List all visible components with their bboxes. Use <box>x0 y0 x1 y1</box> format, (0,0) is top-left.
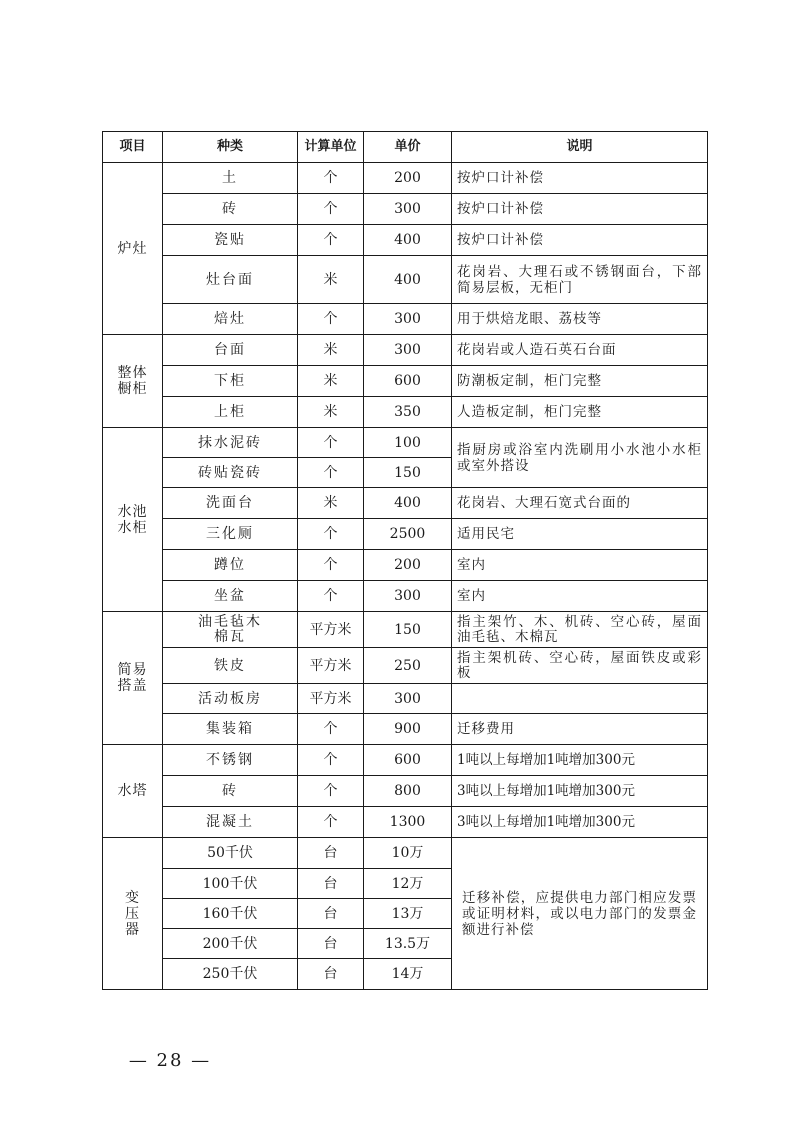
unit-cell: 个 <box>298 745 364 776</box>
note-cell: 用于烘焙龙眼、荔枝等 <box>452 304 708 335</box>
unit-cell: 台 <box>298 838 364 869</box>
price-cell: 300 <box>364 335 452 366</box>
unit-cell: 个 <box>298 194 364 225</box>
unit-cell: 个 <box>298 163 364 194</box>
unit-cell: 个 <box>298 776 364 807</box>
type-cell: 160千伏 <box>163 899 298 929</box>
table-row <box>103 807 708 838</box>
table-row <box>103 428 708 458</box>
unit-cell: 台 <box>298 899 364 929</box>
table-row <box>103 550 708 581</box>
category-cell: 水池水柜 <box>103 428 163 612</box>
note-cell: 1吨以上每增加1吨增加300元 <box>452 745 708 776</box>
table-row <box>103 612 708 648</box>
unit-cell: 个 <box>298 581 364 612</box>
table-row <box>103 745 708 776</box>
table-row <box>103 488 708 519</box>
price-cell: 10万 <box>364 838 452 869</box>
unit-cell: 平方米 <box>298 612 364 648</box>
price-cell: 300 <box>364 194 452 225</box>
price-cell: 100 <box>364 428 452 458</box>
type-cell: 蹲位 <box>163 550 298 581</box>
note-cell <box>452 684 708 714</box>
category-cell: 变压器 <box>103 838 163 990</box>
type-cell: 抹水泥砖 <box>163 428 298 458</box>
unit-cell: 个 <box>298 225 364 256</box>
compensation-table <box>102 131 708 990</box>
price-cell: 14万 <box>364 959 452 990</box>
price-cell: 150 <box>364 612 452 648</box>
price-cell: 200 <box>364 550 452 581</box>
note-cell: 人造板定制，柜门完整 <box>452 397 708 428</box>
price-cell: 350 <box>364 397 452 428</box>
type-cell: 活动板房 <box>163 684 298 714</box>
note-cell: 防潮板定制，柜门完整 <box>452 366 708 397</box>
note-cell: 迁移费用 <box>452 714 708 745</box>
table-row <box>103 366 708 397</box>
table-row <box>103 581 708 612</box>
type-cell: 砖 <box>163 776 298 807</box>
type-cell: 50千伏 <box>163 838 298 869</box>
category-cell: 简易搭盖 <box>103 612 163 745</box>
price-cell: 800 <box>364 776 452 807</box>
category-cell: 水塔 <box>103 745 163 838</box>
table-row <box>103 714 708 745</box>
unit-cell: 个 <box>298 304 364 335</box>
price-cell: 250 <box>364 648 452 684</box>
unit-cell: 个 <box>298 458 364 488</box>
price-cell: 2500 <box>364 519 452 550</box>
unit-cell: 个 <box>298 807 364 838</box>
note-cell: 按炉口计补偿 <box>452 225 708 256</box>
price-cell: 400 <box>364 256 452 304</box>
type-cell: 洗面台 <box>163 488 298 519</box>
note-cell: 花岗岩、大理石宽式台面的 <box>452 488 708 519</box>
table-row <box>103 397 708 428</box>
unit-cell: 台 <box>298 869 364 899</box>
type-cell: 上柜 <box>163 397 298 428</box>
header-category: 项目 <box>103 132 163 163</box>
table-row <box>103 256 708 304</box>
note-cell: 花岗岩或人造石英石台面 <box>452 335 708 366</box>
price-cell: 600 <box>364 745 452 776</box>
type-cell: 三化厕 <box>163 519 298 550</box>
note-cell: 指主架竹、木、机砖、空心砖，屋面油毛毡、木棉瓦 <box>452 612 708 648</box>
note-cell: 3吨以上每增加1吨增加300元 <box>452 807 708 838</box>
note-cell: 按炉口计补偿 <box>452 163 708 194</box>
type-cell: 砖贴瓷砖 <box>163 458 298 488</box>
unit-cell: 米 <box>298 366 364 397</box>
type-cell: 油毛毡木棉瓦 <box>163 612 298 648</box>
type-cell: 砖 <box>163 194 298 225</box>
table-row <box>103 648 708 684</box>
table-row <box>103 194 708 225</box>
price-cell: 400 <box>364 488 452 519</box>
unit-cell: 台 <box>298 929 364 959</box>
unit-cell: 米 <box>298 488 364 519</box>
unit-cell: 个 <box>298 519 364 550</box>
table-row <box>103 225 708 256</box>
type-cell: 土 <box>163 163 298 194</box>
note-cell: 室内 <box>452 550 708 581</box>
price-cell: 13万 <box>364 899 452 929</box>
type-cell: 不锈钢 <box>163 745 298 776</box>
type-cell: 台面 <box>163 335 298 366</box>
unit-cell: 个 <box>298 428 364 458</box>
table-row <box>103 684 708 714</box>
header-row <box>103 132 708 163</box>
price-cell: 600 <box>364 366 452 397</box>
unit-cell: 米 <box>298 335 364 366</box>
type-cell: 焙灶 <box>163 304 298 335</box>
price-cell: 300 <box>364 304 452 335</box>
type-cell: 250千伏 <box>163 959 298 990</box>
price-cell: 900 <box>364 714 452 745</box>
header-unit: 计算单位 <box>298 132 364 163</box>
table-row <box>103 776 708 807</box>
unit-cell: 台 <box>298 959 364 990</box>
category-cell: 炉灶 <box>103 163 163 335</box>
price-cell: 300 <box>364 684 452 714</box>
type-cell: 坐盆 <box>163 581 298 612</box>
header-price: 单价 <box>364 132 452 163</box>
table-row <box>103 304 708 335</box>
category-cell: 整体橱柜 <box>103 335 163 428</box>
unit-cell: 米 <box>298 256 364 304</box>
type-cell: 灶台面 <box>163 256 298 304</box>
price-cell: 1300 <box>364 807 452 838</box>
note-cell: 适用民宅 <box>452 519 708 550</box>
table-row <box>103 335 708 366</box>
unit-cell: 平方米 <box>298 684 364 714</box>
unit-cell: 个 <box>298 714 364 745</box>
unit-cell: 平方米 <box>298 648 364 684</box>
price-cell: 13.5万 <box>364 929 452 959</box>
table-row <box>103 163 708 194</box>
note-cell: 室内 <box>452 581 708 612</box>
note-cell: 迁移补偿，应提供电力部门相应发票或证明材料，或以电力部门的发票金额进行补偿 <box>452 838 708 990</box>
type-cell: 铁皮 <box>163 648 298 684</box>
price-cell: 300 <box>364 581 452 612</box>
type-cell: 瓷贴 <box>163 225 298 256</box>
type-cell: 200千伏 <box>163 929 298 959</box>
note-cell: 3吨以上每增加1吨增加300元 <box>452 776 708 807</box>
page-number: — 28 — <box>128 1050 212 1071</box>
header-type: 种类 <box>163 132 298 163</box>
note-cell: 指主架机砖、空心砖，屋面铁皮或彩板 <box>452 648 708 684</box>
table-row <box>103 838 708 869</box>
unit-cell: 米 <box>298 397 364 428</box>
type-cell: 下柜 <box>163 366 298 397</box>
price-cell: 12万 <box>364 869 452 899</box>
type-cell: 100千伏 <box>163 869 298 899</box>
type-cell: 混凝土 <box>163 807 298 838</box>
note-cell: 指厨房或浴室内洗刷用小水池小水柜或室外搭设 <box>452 428 708 488</box>
price-cell: 200 <box>364 163 452 194</box>
table-row <box>103 519 708 550</box>
header-note: 说明 <box>452 132 708 163</box>
price-cell: 150 <box>364 458 452 488</box>
note-cell: 花岗岩、大理石或不锈钢面台，下部简易层板，无柜门 <box>452 256 708 304</box>
type-cell: 集装箱 <box>163 714 298 745</box>
unit-cell: 个 <box>298 550 364 581</box>
note-cell: 按炉口计补偿 <box>452 194 708 225</box>
price-cell: 400 <box>364 225 452 256</box>
